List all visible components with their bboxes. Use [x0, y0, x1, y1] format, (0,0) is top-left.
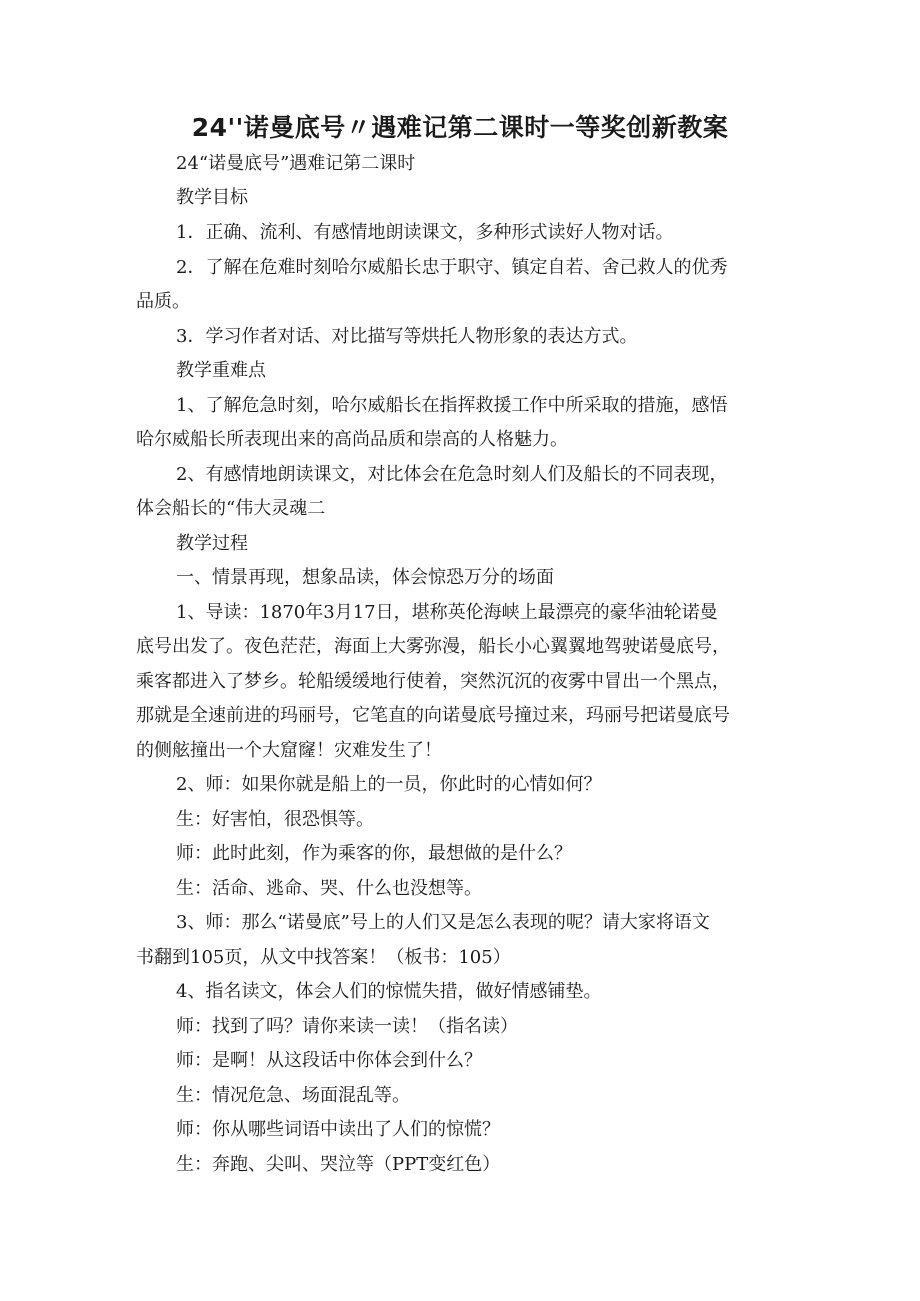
paragraph-line: 2．了解在危难时刻哈尔威船长忠于职守、镇定自若、舍己救人的优秀: [176, 257, 728, 278]
subtitle-line: 24“诺曼底号”遇难记第二课时: [176, 153, 416, 174]
paragraph-line: 底号出发了。夜色茫茫，海面上大雾弥漫，船长小心翼翼地驾驶诺曼底号，: [136, 636, 730, 657]
paragraph-line: 师：是啊！从这段话中你体会到什么？: [176, 1050, 482, 1071]
paragraph-line: 一、情景再现，想象品读，体会惊恐万分的场面: [176, 567, 554, 588]
paragraph-line: 哈尔威船长所表现出来的高尚品质和崇高的人格魅力。: [136, 429, 568, 450]
paragraph-line: 体会船长的“伟大灵魂二: [136, 498, 326, 519]
paragraph-line: 3、师：那么“诺曼底”号上的人们又是怎么表现的呢？请大家将语文: [176, 912, 710, 933]
paragraph-line: 生：奔跑、尖叫、哭泣等（PPT变红色）: [176, 1154, 501, 1175]
paragraph-line: 1．正确、流利、有感情地朗读课文，多种形式读好人物对话。: [176, 222, 674, 243]
paragraph-line: 师：你从哪些词语中读出了人们的惊慌？: [176, 1119, 500, 1140]
paragraph-line: 生：活命、逃命、哭、什么也没想等。: [176, 878, 482, 899]
document-title: 24''诺曼底号〃遇难记第二课时一等奖创新教案: [191, 113, 729, 142]
paragraph-line: 品质。: [136, 291, 190, 312]
paragraph-line: 1、了解危急时刻，哈尔威船长在指挥救援工作中所采取的措施，感悟: [176, 395, 728, 416]
section-heading-objectives: 教学目标: [176, 187, 248, 208]
paragraph-line: 书翻到105页，从文中找答案！（板书：105）: [136, 947, 511, 968]
paragraph-line: 乘客都进入了梦乡。轮船缓缓地行使着，突然沉沉的夜雾中冒出一个黑点，: [136, 671, 730, 692]
paragraph-line: 师：此时此刻，作为乘客的你，最想做的是什么？: [176, 843, 572, 864]
paragraph-line: 的侧舷撞出一个大窟窿！灾难发生了！: [136, 740, 442, 761]
paragraph-line: 3．学习作者对话、对比描写等烘托人物形象的表达方式。: [176, 326, 638, 347]
paragraph-line: 2、师：如果你就是船上的一员，你此时的心情如何？: [176, 774, 602, 795]
section-heading-process: 教学过程: [176, 533, 248, 554]
paragraph-line: 师：找到了吗？请你来读一读！（指名读）: [176, 1016, 518, 1037]
paragraph-line: 那就是全速前进的玛丽号，它笔直的向诺曼底号撞过来，玛丽号把诺曼底号: [136, 705, 730, 726]
paragraph-line: 生：情况危急、场面混乱等。: [176, 1085, 410, 1106]
paragraph-line: 生：好害怕，很恐惧等。: [176, 809, 374, 830]
paragraph-line: 1、导读：1870年3月17日，堪称英伦海峡上最漂亮的豪华油轮诺曼: [176, 602, 718, 623]
paragraph-line: 4、指名读文，体会人们的惊慌失措，做好情感铺垫。: [176, 981, 602, 1002]
section-heading-key-points: 教学重难点: [176, 360, 266, 381]
paragraph-line: 2、有感情地朗读课文，对比体会在危急时刻人们及船长的不同表现，: [176, 464, 728, 485]
